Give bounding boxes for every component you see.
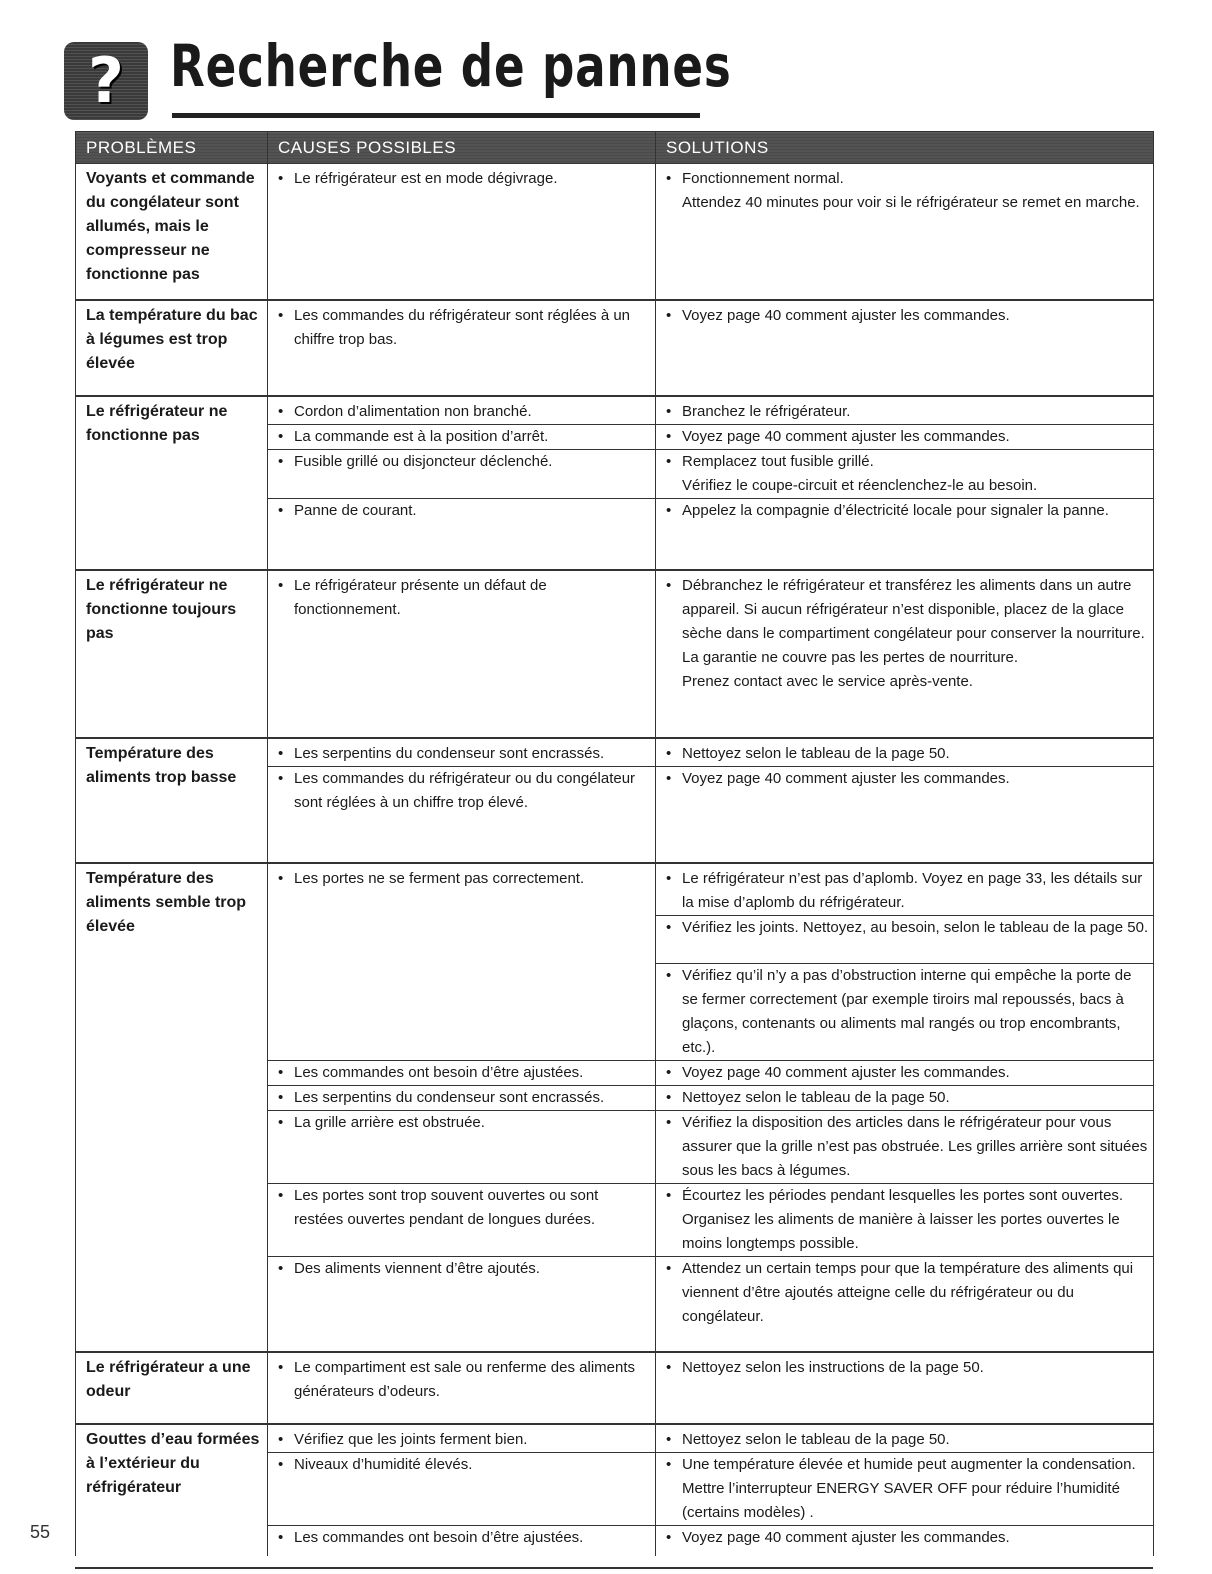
bullet-icon: • bbox=[278, 1186, 284, 1204]
cause-cell bbox=[268, 767, 656, 863]
bullet-icon: • bbox=[278, 1359, 284, 1376]
bullet-item bbox=[278, 499, 651, 523]
bullet-item bbox=[666, 916, 1149, 940]
problem-cell: Le réfrigérateur ne fonctionne toujours pas bbox=[76, 570, 268, 738]
bullet-item bbox=[278, 1526, 651, 1550]
bullet-item bbox=[666, 400, 1149, 424]
bullet-text: Une température élevée et humide peut augmenter la condensation. Mettre l’interrupteur ENERGY SAVER OFF pour réduire l’humidité (certains modèles) . bbox=[682, 1456, 1136, 1521]
bullet-item bbox=[278, 767, 651, 815]
bullet-item bbox=[278, 1428, 651, 1452]
table-row bbox=[76, 164, 1154, 300]
cause-cell bbox=[268, 738, 656, 767]
bullet-item bbox=[278, 304, 651, 352]
cause-cell bbox=[268, 164, 656, 300]
bullet-text: Les serpentins du condenseur sont encrassés. bbox=[294, 745, 605, 762]
bullet-icon: • bbox=[666, 1431, 672, 1448]
table-row bbox=[76, 570, 1154, 738]
solution-cell bbox=[656, 1110, 1154, 1183]
bullet-item bbox=[666, 742, 1149, 766]
bullet-text: Appelez la compagnie d’électricité locale pour signaler la panne. bbox=[682, 501, 1109, 519]
solution-cell bbox=[656, 300, 1154, 396]
bullet-text: Voyez page 40 comment ajuster les commandes. bbox=[682, 306, 1010, 324]
bullet-icon: • bbox=[278, 306, 284, 324]
bullet-text: Remplacez tout fusible grillé. bbox=[682, 452, 874, 470]
bullet-item bbox=[666, 1453, 1149, 1525]
solution-cell bbox=[656, 1453, 1154, 1526]
bullet-item bbox=[666, 304, 1149, 328]
bullet-text: Nettoyez selon les instructions de la page 50. bbox=[682, 1359, 984, 1376]
bullet-item bbox=[278, 1356, 651, 1404]
bullet-icon: • bbox=[278, 1088, 284, 1106]
cause-cell bbox=[268, 863, 656, 1061]
bullet-text: Les commandes du réfrigérateur ou du congélateur sont réglées à un chiffre trop élevé. bbox=[294, 770, 636, 811]
table-bottom-rule bbox=[75, 1567, 1153, 1569]
bullet-item bbox=[666, 574, 1149, 670]
bullet-item bbox=[666, 964, 1149, 1060]
bullet-item bbox=[666, 167, 1149, 191]
bullet-item bbox=[666, 767, 1149, 791]
bullet-text: Le réfrigérateur est en mode dégivrage. bbox=[294, 170, 558, 187]
bullet-icon: • bbox=[666, 170, 672, 187]
bullet-text: Le réfrigérateur présente un défaut de fonctionnement. bbox=[294, 577, 547, 618]
bullet-text: Les commandes ont besoin d’être ajustées. bbox=[294, 1529, 584, 1546]
cause-cell bbox=[268, 1085, 656, 1110]
bullet-item bbox=[666, 499, 1149, 523]
bullet-item bbox=[278, 1453, 651, 1477]
bullet-icon: • bbox=[666, 918, 672, 936]
bullet-icon: • bbox=[666, 577, 672, 594]
bullet-text: Vérifiez les joints. Nettoyez, au besoin, selon le tableau de la page 50. bbox=[682, 918, 1149, 936]
bullet-text: Fonctionnement normal. bbox=[682, 170, 844, 187]
cause-cell bbox=[268, 498, 656, 570]
bullet-text: Cordon d’alimentation non branché. bbox=[294, 402, 532, 420]
problem-cell: Le réfrigérateur ne fonctionne pas bbox=[76, 396, 268, 571]
bullet-item bbox=[278, 742, 651, 766]
bullet-icon: • bbox=[666, 452, 672, 470]
solution-cell bbox=[656, 1060, 1154, 1085]
table-row bbox=[76, 1424, 1154, 1453]
bullet-item bbox=[666, 450, 1149, 474]
solution-cell bbox=[656, 498, 1154, 570]
cause-cell bbox=[268, 1256, 656, 1352]
bullet-icon: • bbox=[278, 170, 284, 187]
cause-cell bbox=[268, 570, 656, 738]
bullet-text: Voyez page 40 comment ajuster les commandes. bbox=[682, 1529, 1010, 1546]
bullet-item bbox=[666, 1428, 1149, 1452]
bullet-icon: • bbox=[666, 427, 672, 445]
bullet-item bbox=[278, 400, 651, 424]
cause-cell bbox=[268, 1453, 656, 1526]
table-row bbox=[76, 300, 1154, 396]
bullet-icon: • bbox=[666, 745, 672, 762]
bullet-item bbox=[278, 167, 651, 191]
table-row bbox=[76, 738, 1154, 767]
bullet-icon: • bbox=[666, 1259, 672, 1277]
bullet-text: Les commandes ont besoin d’être ajustées. bbox=[294, 1063, 584, 1081]
bullet-icon: • bbox=[278, 1259, 284, 1277]
cause-cell bbox=[268, 1352, 656, 1424]
bullet-icon: • bbox=[278, 1113, 284, 1131]
cause-cell bbox=[268, 1424, 656, 1453]
table-row bbox=[76, 863, 1154, 916]
cause-cell bbox=[268, 300, 656, 396]
bullet-item bbox=[278, 1111, 651, 1135]
title-underline bbox=[172, 113, 700, 118]
column-header-problems: PROBLÈMES bbox=[76, 132, 268, 164]
solution-cell bbox=[656, 863, 1154, 916]
problem-cell: Le réfrigérateur a une odeur bbox=[76, 1352, 268, 1424]
bullet-item bbox=[278, 1061, 651, 1085]
bullet-item bbox=[278, 1184, 651, 1232]
bullet-text: Nettoyez selon le tableau de la page 50. bbox=[682, 1431, 950, 1448]
bullet-icon: • bbox=[666, 1063, 672, 1081]
bullet-text: Fusible grillé ou disjoncteur déclenché. bbox=[294, 452, 553, 470]
bullet-text: Panne de courant. bbox=[294, 501, 417, 519]
bullet-text: Niveaux d’humidité élevés. bbox=[294, 1456, 473, 1473]
bullet-item bbox=[278, 1086, 651, 1110]
cause-cell bbox=[268, 424, 656, 449]
bullet-icon: • bbox=[666, 1359, 672, 1376]
bullet-icon: • bbox=[666, 1186, 672, 1204]
bullet-item bbox=[666, 1111, 1149, 1183]
bullet-icon: • bbox=[666, 402, 672, 420]
page-title: Recherche de pannes bbox=[170, 32, 732, 100]
bullet-text: Le compartiment est sale ou renferme des aliments générateurs d’odeurs. bbox=[294, 1359, 635, 1400]
bullet-icon: • bbox=[278, 745, 284, 762]
solution-cell bbox=[656, 915, 1154, 963]
solution-cell bbox=[656, 963, 1154, 1060]
bullet-item bbox=[278, 574, 651, 622]
bullet-item bbox=[666, 1061, 1149, 1085]
bullet-text: Nettoyez selon le tableau de la page 50. bbox=[682, 745, 950, 762]
bullet-icon: • bbox=[278, 501, 284, 519]
bullet-item bbox=[278, 867, 651, 891]
bullet-item bbox=[666, 1526, 1149, 1550]
solution-cell bbox=[656, 164, 1154, 300]
bullet-text: Attendez un certain temps pour que la température des aliments qui viennent d’être ajoutés atteigne celle du réfrigérateur ou du congélateur. bbox=[682, 1259, 1134, 1325]
bullet-item bbox=[666, 425, 1149, 449]
bullet-icon: • bbox=[666, 501, 672, 519]
bullet-icon: • bbox=[666, 1529, 672, 1546]
question-mark-icon: ? bbox=[64, 42, 148, 120]
cause-cell bbox=[268, 396, 656, 425]
bullet-text: Vérifiez la disposition des articles dans le réfrigérateur pour vous assurer que la grille n’est pas obstruée. Les grilles arrière sont situées sous les bacs à légumes. bbox=[682, 1113, 1148, 1179]
troubleshooting-table bbox=[75, 131, 1154, 1556]
problem-cell: Température des aliments trop basse bbox=[76, 738, 268, 863]
page-number: 55 bbox=[30, 1522, 51, 1542]
solution-cell bbox=[656, 570, 1154, 738]
solution-cell bbox=[656, 1085, 1154, 1110]
bullet-text: Les portes sont trop souvent ouvertes ou sont restées ouvertes pendant de longues durées. bbox=[294, 1186, 599, 1228]
bullet-text: Vérifiez que les joints ferment bien. bbox=[294, 1431, 528, 1448]
bullet-text: Les commandes du réfrigérateur sont réglées à un chiffre trop bas. bbox=[294, 306, 631, 348]
bullet-text: Vérifiez qu’il n’y a pas d’obstruction interne qui empêche la porte de se fermer correctement (par exemple tiroirs mal repoussés, bacs à glaçons, contenants ou aliments mal rangés ou trop encombrants, etc.). bbox=[682, 966, 1132, 1056]
bullet-item bbox=[666, 1257, 1149, 1329]
bullet-icon: • bbox=[278, 427, 284, 445]
column-header-causes: CAUSES POSSIBLES bbox=[268, 132, 656, 164]
table-row bbox=[76, 396, 1154, 425]
problem-cell: Voyants et commande du congélateur sont allumés, mais le compresseur ne fonctionne pas bbox=[76, 164, 268, 300]
bullet-text: Le réfrigérateur n’est pas d’aplomb. Voyez en page 33, les détails sur la mise d’aplomb du réfrigérateur. bbox=[682, 869, 1143, 911]
solution-line: Attendez 40 minutes pour voir si le réfrigérateur se remet en marche. bbox=[682, 194, 1140, 211]
solution-cell bbox=[656, 738, 1154, 767]
bullet-text: La grille arrière est obstruée. bbox=[294, 1113, 485, 1131]
bullet-icon: • bbox=[666, 966, 672, 984]
bullet-icon: • bbox=[278, 770, 284, 787]
solution-cell bbox=[656, 767, 1154, 863]
bullet-icon: • bbox=[278, 1456, 284, 1473]
bullet-icon: • bbox=[278, 1431, 284, 1448]
column-header-solutions: SOLUTIONS bbox=[656, 132, 1154, 164]
solution-line: Vérifiez le coupe-circuit et réenclenchez-le au besoin. bbox=[682, 476, 1038, 494]
bullet-icon: • bbox=[666, 1113, 672, 1131]
cause-cell bbox=[268, 449, 656, 498]
bullet-item bbox=[666, 1184, 1149, 1256]
bullet-icon: • bbox=[278, 1529, 284, 1546]
bullet-text: Voyez page 40 comment ajuster les commandes. bbox=[682, 427, 1010, 445]
page-header bbox=[64, 32, 732, 122]
problem-cell: La température du bac à légumes est trop élevée bbox=[76, 300, 268, 396]
bullet-item bbox=[278, 450, 651, 474]
solution-line: Prenez contact avec le service après-vente. bbox=[682, 673, 973, 690]
bullet-text: Voyez page 40 comment ajuster les commandes. bbox=[682, 1063, 1010, 1081]
bullet-icon: • bbox=[278, 452, 284, 470]
bullet-item bbox=[278, 425, 651, 449]
problem-cell: Gouttes d’eau formées à l’extérieur du réfrigérateur bbox=[76, 1424, 268, 1556]
bullet-icon: • bbox=[278, 869, 284, 887]
solution-cell bbox=[656, 424, 1154, 449]
bullet-item bbox=[278, 1257, 651, 1281]
bullet-icon: • bbox=[666, 1456, 672, 1473]
bullet-text: Les serpentins du condenseur sont encrassés. bbox=[294, 1088, 605, 1106]
solution-cell bbox=[656, 1352, 1154, 1424]
bullet-text: Voyez page 40 comment ajuster les commandes. bbox=[682, 770, 1010, 787]
problem-cell: Température des aliments semble trop élevée bbox=[76, 863, 268, 1353]
bullet-icon: • bbox=[278, 1063, 284, 1081]
cause-cell bbox=[268, 1060, 656, 1085]
bullet-text: La commande est à la position d’arrêt. bbox=[294, 427, 549, 445]
bullet-icon: • bbox=[278, 577, 284, 594]
solution-cell bbox=[656, 1424, 1154, 1453]
bullet-icon: • bbox=[666, 1088, 672, 1106]
bullet-text: Les portes ne se ferment pas correctement. bbox=[294, 869, 585, 887]
cause-cell bbox=[268, 1110, 656, 1183]
bullet-icon: • bbox=[666, 306, 672, 324]
solution-cell bbox=[656, 1256, 1154, 1352]
solution-cell bbox=[656, 1526, 1154, 1556]
bullet-item bbox=[666, 1356, 1149, 1380]
solution-cell bbox=[656, 449, 1154, 498]
table-row bbox=[76, 1352, 1154, 1424]
bullet-item bbox=[666, 867, 1149, 915]
bullet-item bbox=[666, 1086, 1149, 1110]
bullet-text: Des aliments viennent d’être ajoutés. bbox=[294, 1259, 540, 1277]
solution-cell bbox=[656, 1183, 1154, 1256]
solution-cell bbox=[656, 396, 1154, 425]
bullet-text: Branchez le réfrigérateur. bbox=[682, 402, 851, 420]
bullet-text: Écourtez les périodes pendant lesquelles les portes sont ouvertes. Organisez les aliments de manière à laisser les portes ouvertes le moins longtemps possible. bbox=[682, 1186, 1124, 1252]
cause-cell bbox=[268, 1183, 656, 1256]
bullet-icon: • bbox=[666, 869, 672, 887]
bullet-text: Débranchez le réfrigérateur et transférez les aliments dans un autre appareil. Si aucun réfrigérateur n’est disponible, placez de la glace sèche dans le compartiment congélateur pour conserver la nourriture. La garantie ne couvre pas les pertes de nourriture. bbox=[682, 577, 1145, 666]
bullet-text: Nettoyez selon le tableau de la page 50. bbox=[682, 1088, 950, 1106]
cause-cell bbox=[268, 1526, 656, 1556]
bullet-icon: • bbox=[278, 402, 284, 420]
bullet-icon: • bbox=[666, 770, 672, 787]
